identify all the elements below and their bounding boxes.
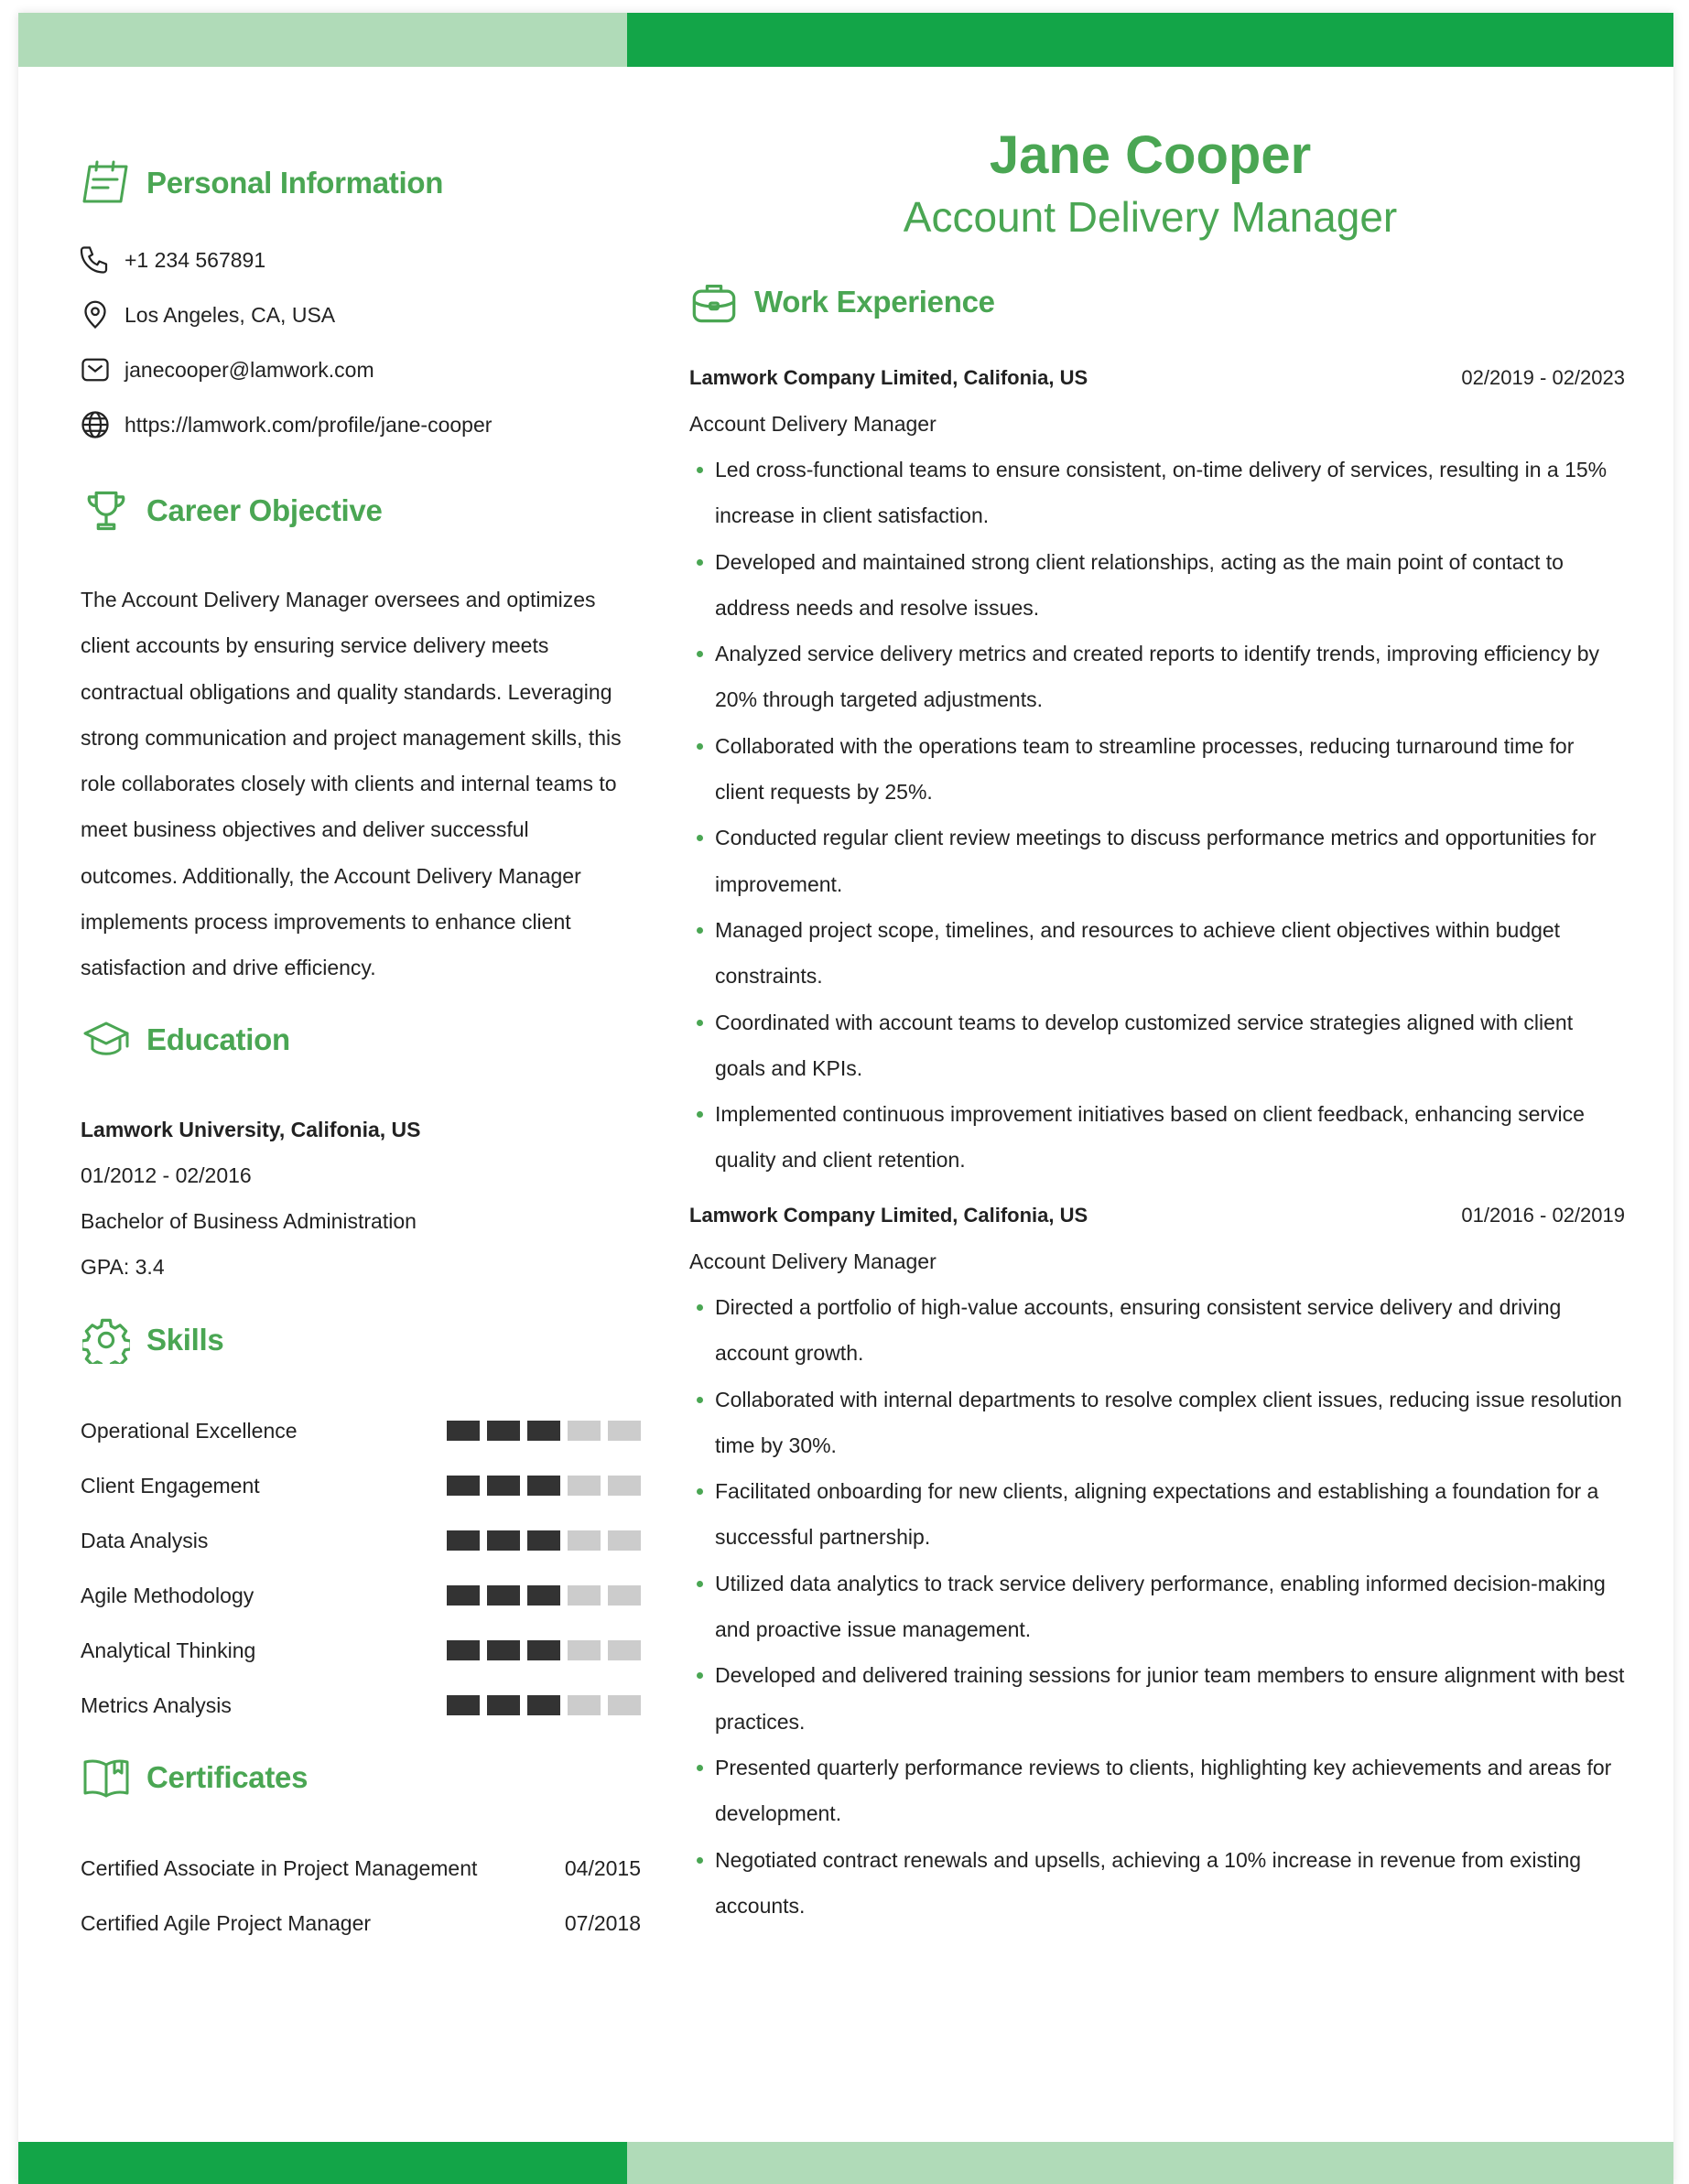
job-bullet-text: Collaborated with the operations team to streamline processes, reducing turnaround time for client requests by 25%. (715, 733, 1575, 805)
skill-name: Agile Methodology (81, 1583, 254, 1607)
job-bullet-list (689, 1284, 1625, 1929)
bullet-dot-icon (697, 467, 703, 473)
bullet-dot-icon (697, 743, 703, 750)
job-bullet-text: Coordinated with account teams to develop customized service strategies aligned with client goals and KPIs. (715, 1010, 1574, 1080)
section-title: Certificates (146, 1760, 309, 1794)
job-bullet (689, 1091, 1625, 1184)
section-title: Skills (146, 1323, 224, 1357)
certificate-row (81, 1856, 641, 1881)
job-bullet-text: Facilitated onboarding for new clients, aligning expectations and establishing a foundation for a successful partnership. (715, 1479, 1599, 1550)
section-title: Personal Information (146, 166, 444, 200)
job-bullet (689, 631, 1625, 723)
candidate-title: Account Delivery Manager (903, 193, 1398, 241)
skill-level-filled (487, 1640, 520, 1660)
career-objective-text: The Account Delivery Manager oversees and optimizes client accounts by ensuring service delivery meets contractual obligations and quality standards. Leveraging strong communication and project management skills, this role collaborates closely with clients and internal teams to meet business objectives and deliver successful outcomes. Additionally, the Account Delivery Manager implements process improvements to enhance client satisfaction and drive efficiency. (81, 588, 622, 980)
education-school: Lamwork University, Califonia, US (81, 1118, 421, 1141)
job-bullet (689, 1652, 1625, 1745)
top-bar-light (18, 13, 627, 67)
job-header (689, 366, 1625, 390)
job-bullet-text: Led cross-functional teams to ensure consistent, on-time delivery of services, resulting in a 15% increase in client satisfaction. (715, 458, 1608, 528)
job-bullet-text: Implemented continuous improvement initiatives based on client feedback, enhancing service quality and client retention. (715, 1102, 1585, 1173)
job-company: Lamwork Company Limited, Califonia, US (689, 366, 1088, 389)
skill-level-filled (447, 1585, 480, 1606)
skill-level-filled (527, 1640, 560, 1660)
bullet-dot-icon (697, 1397, 703, 1403)
skill-level-empty (608, 1640, 641, 1660)
skill-level-filled (447, 1640, 480, 1660)
skill-level-empty (608, 1530, 641, 1551)
website-row (77, 406, 492, 443)
skill-level-filled (487, 1695, 520, 1715)
skill-level-empty (568, 1476, 601, 1496)
skill-level-filled (487, 1585, 520, 1606)
location-text: Los Angeles, CA, USA (125, 302, 336, 327)
certificates-heading (77, 1748, 308, 1807)
job-bullet-text: Developed and delivered training sessions for junior team members to ensure alignment with best practices. (715, 1663, 1625, 1734)
job-bullet-text: Collaborated with internal departments to resolve complex client issues, reducing issue resolution time by 30%. (715, 1387, 1622, 1457)
skill-row (81, 1687, 641, 1724)
job-bullet (689, 723, 1625, 816)
skill-row (81, 1467, 641, 1504)
bullet-dot-icon (697, 1765, 703, 1771)
skill-level-meter (447, 1640, 641, 1660)
skill-row (81, 1522, 641, 1559)
certificate-date: 04/2015 (564, 1856, 641, 1880)
skill-level-filled (527, 1695, 560, 1715)
job-bullet-text: Negotiated contract renewals and upsells, achieving a 10% increase in revenue from existing accounts. (715, 1847, 1582, 1918)
skill-level-empty (568, 1640, 601, 1660)
resume-page (18, 13, 1673, 2184)
job-bullet-list (689, 447, 1625, 1184)
job-bullet-text: Conducted regular client review meetings to discuss performance metrics and opportunities for improvement. (715, 826, 1597, 896)
skill-name: Data Analysis (81, 1528, 209, 1552)
education-degree: Bachelor of Business Administration (81, 1209, 417, 1233)
bullet-dot-icon (697, 927, 703, 934)
email-text: janecooper@lamwork.com (125, 357, 374, 382)
job-bullet-text: Analyzed service delivery metrics and created reports to identify trends, improving efficiency by 20% through targeted adjustments. (715, 642, 1600, 712)
calendar-note-icon (77, 154, 135, 212)
skill-row (81, 1577, 641, 1614)
trophy-icon (77, 481, 135, 540)
bullet-dot-icon (697, 1581, 703, 1587)
job-bullet (689, 1837, 1625, 1930)
section-title: Work Experience (754, 285, 995, 319)
job-bullet (689, 447, 1625, 539)
job-bullet (689, 1745, 1625, 1837)
location-pin-icon (77, 297, 114, 333)
skill-level-empty (568, 1695, 601, 1715)
skill-row (81, 1412, 641, 1449)
certificate-date: 07/2018 (564, 1911, 641, 1935)
job-header (689, 1204, 1625, 1227)
location-row (77, 297, 335, 333)
bullet-dot-icon (697, 1488, 703, 1495)
skill-level-meter (447, 1695, 641, 1715)
job-bullet-text: Directed a portfolio of high-value accounts, ensuring consistent service delivery and driving account growth. (715, 1295, 1562, 1366)
mail-icon (77, 351, 114, 388)
bullet-dot-icon (697, 1857, 703, 1864)
open-book-icon (77, 1748, 135, 1807)
certificate-name: Certified Agile Project Manager (81, 1911, 372, 1935)
education-dates: 01/2012 - 02/2016 (81, 1163, 252, 1187)
skill-name: Operational Excellence (81, 1418, 298, 1443)
candidate-name: Jane Cooper (989, 125, 1312, 185)
globe-icon (77, 406, 114, 443)
skill-level-empty (568, 1530, 601, 1551)
job-bullet (689, 1377, 1625, 1469)
job-title: Account Delivery Manager (689, 412, 937, 436)
skill-level-empty (568, 1421, 601, 1441)
job-company: Lamwork Company Limited, Califonia, US (689, 1204, 1088, 1227)
skill-level-filled (447, 1530, 480, 1551)
job-dates: 02/2019 - 02/2023 (1461, 366, 1625, 389)
skill-name: Metrics Analysis (81, 1692, 232, 1717)
skill-level-meter (447, 1585, 641, 1606)
certificate-row (81, 1911, 641, 1936)
skill-name: Client Engagement (81, 1473, 260, 1497)
skill-level-meter (447, 1476, 641, 1496)
bullet-dot-icon (697, 559, 703, 566)
phone-icon (77, 242, 114, 278)
personal-info-heading (77, 154, 443, 212)
job-bullet (689, 1000, 1625, 1092)
skill-level-meter (447, 1421, 641, 1441)
website-text: https://lamwork.com/profile/jane-cooper (125, 412, 493, 437)
job-bullet (689, 907, 1625, 1000)
skill-level-meter (447, 1530, 641, 1551)
bullet-dot-icon (697, 1020, 703, 1026)
skill-level-empty (608, 1585, 641, 1606)
skill-level-filled (527, 1476, 560, 1496)
skill-level-empty (568, 1585, 601, 1606)
phone-row (77, 242, 265, 278)
section-title: Career Objective (146, 493, 383, 527)
education-heading (77, 1011, 290, 1069)
skill-level-filled (487, 1476, 520, 1496)
skill-level-empty (608, 1421, 641, 1441)
gear-icon (77, 1311, 135, 1369)
skills-heading (77, 1311, 223, 1369)
bottom-bar-dark (18, 2142, 627, 2184)
top-bar-dark (627, 13, 1673, 67)
skill-level-filled (487, 1421, 520, 1441)
bullet-dot-icon (697, 651, 703, 657)
skill-level-filled (447, 1695, 480, 1715)
job-bullet (689, 1561, 1625, 1653)
bullet-dot-icon (697, 1672, 703, 1679)
job-bullet (689, 539, 1625, 632)
job-title: Account Delivery Manager (689, 1249, 937, 1273)
bullet-dot-icon (697, 1111, 703, 1118)
skill-level-filled (527, 1585, 560, 1606)
education-gpa: GPA: 3.4 (81, 1255, 165, 1279)
job-dates: 01/2016 - 02/2019 (1461, 1204, 1625, 1227)
bullet-dot-icon (697, 835, 703, 841)
phone-text: +1 234 567891 (125, 247, 266, 272)
skill-level-filled (527, 1530, 560, 1551)
skill-level-empty (608, 1476, 641, 1496)
skill-level-filled (447, 1421, 480, 1441)
skill-level-filled (527, 1421, 560, 1441)
work-experience-heading (685, 273, 995, 331)
career-objective-heading (77, 481, 383, 540)
job-bullet-text: Developed and maintained strong client relationships, acting as the main point of contact to address needs and resolve issues. (715, 549, 1564, 620)
bottom-bar-light (627, 2142, 1673, 2184)
bullet-dot-icon (697, 1304, 703, 1311)
graduation-cap-icon (77, 1011, 135, 1069)
job-bullet (689, 1284, 1625, 1377)
job-bullet (689, 1468, 1625, 1561)
job-bullet-text: Utilized data analytics to track service delivery performance, enabling informed decision-making and proactive issue management. (715, 1571, 1606, 1642)
skill-level-filled (487, 1530, 520, 1551)
certificate-name: Certified Associate in Project Management (81, 1856, 478, 1880)
skill-level-empty (608, 1695, 641, 1715)
email-row (77, 351, 374, 388)
job-bullet-text: Presented quarterly performance reviews to clients, highlighting key achievements and areas for development. (715, 1755, 1612, 1826)
skill-row (81, 1632, 641, 1669)
job-bullet-text: Managed project scope, timelines, and resources to achieve client objectives within budget constraints. (715, 917, 1561, 989)
skill-name: Analytical Thinking (81, 1638, 256, 1662)
briefcase-icon (685, 273, 743, 331)
job-bullet (689, 815, 1625, 907)
skill-level-filled (447, 1476, 480, 1496)
section-title: Education (146, 1022, 290, 1056)
